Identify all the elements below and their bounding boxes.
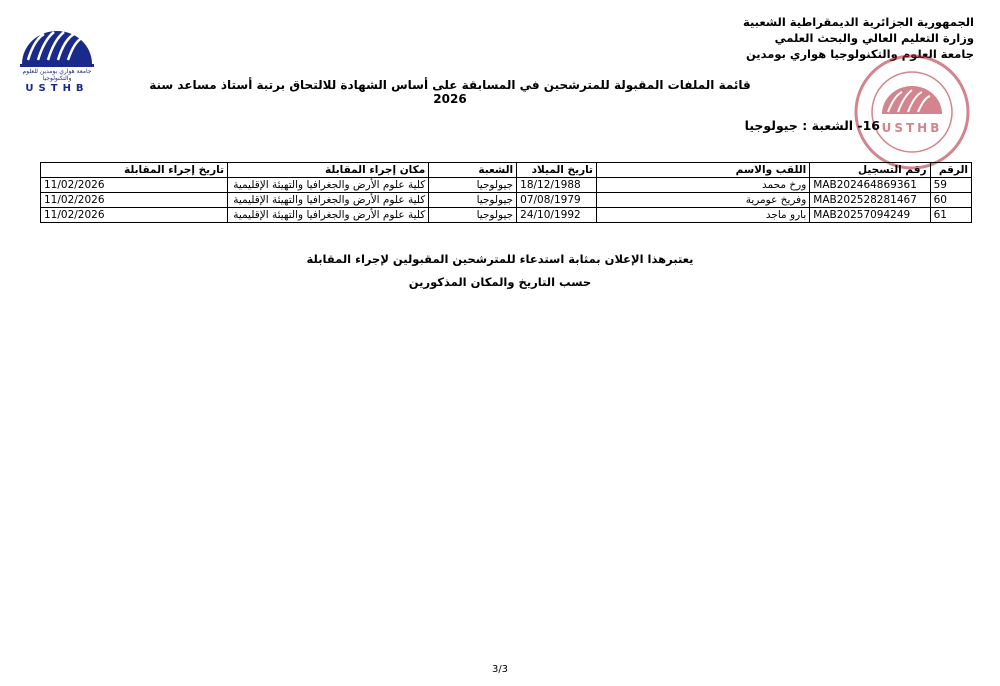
cell-interview-date: 11/02/2026	[41, 208, 228, 223]
university-line: جامعة العلوم والتكنولوجيا هواري بومدين	[745, 47, 974, 61]
cell-number: 60	[930, 193, 971, 208]
cell-name: ورخ محمد	[597, 178, 810, 193]
cell-birthdate: 07/08/1979	[517, 193, 597, 208]
cell-registration: MAB202464869361	[810, 178, 930, 193]
cell-interview-place: كلية علوم الأرض والجغرافيا والتهيئة الإقليمية	[228, 193, 429, 208]
header-interview-place: مكان إجراء المقابلة	[228, 163, 429, 178]
notice-line-1: يعتبرهذا الإعلان بمثابة استدعاء للمترشحين المقبولين لإجراء المقابلة	[306, 252, 694, 266]
cell-specialty: جيولوجيا	[429, 208, 517, 223]
header-specialty: الشعبة	[429, 163, 517, 178]
cell-interview-date: 11/02/2026	[41, 193, 228, 208]
convocation-notice	[200, 248, 800, 294]
cell-number: 59	[930, 178, 971, 193]
cell-birthdate: 24/10/1992	[517, 208, 597, 223]
notice-line-2: حسب التاريخ والمكان المذكورين	[408, 275, 592, 289]
cell-registration: MAB20257094249	[810, 208, 930, 223]
table-row	[41, 193, 972, 208]
ministry-line: وزارة التعليم العالي والبحث العلمي	[774, 31, 974, 45]
table-row	[41, 178, 972, 193]
logo-dome-icon	[18, 24, 96, 68]
cell-registration: MAB202528281467	[810, 193, 930, 208]
cell-birthdate: 18/12/1988	[517, 178, 597, 193]
table-header-row	[41, 163, 972, 178]
header-interview-date: تاريخ إجراء المقابلة	[41, 163, 228, 178]
section-label: 16- الشعبة : جيولوجيا	[744, 118, 880, 133]
cell-specialty: جيولوجيا	[429, 193, 517, 208]
cell-number: 61	[930, 208, 971, 223]
stamp-wordmark: USTHB	[881, 121, 943, 135]
table-row	[41, 208, 972, 223]
header-number: الرقم	[930, 163, 971, 178]
header-registration: رقم التسجيل	[810, 163, 930, 178]
cell-specialty: جيولوجيا	[429, 178, 517, 193]
logo-caption: جامعة هواري بومدين للعلوم والتكنولوجيا	[22, 68, 92, 82]
cell-name: بارو ماجد	[597, 208, 810, 223]
header-birthdate: تاريخ الميلاد	[517, 163, 597, 178]
university-logo	[18, 24, 96, 94]
cell-interview-date: 11/02/2026	[41, 178, 228, 193]
cell-interview-place: كلية علوم الأرض والجغرافيا والتهيئة الإقليمية	[228, 178, 429, 193]
candidates-table	[40, 162, 972, 223]
page-title: قائمة الملفات المقبولة للمترشحين في المسابقة على أساس الشهادة للالتحاق برتبة أستاذ مساعد سنة 2026	[149, 78, 751, 106]
logo-wordmark: USTHB	[25, 83, 89, 94]
cell-interview-place: كلية علوم الأرض والجغرافيا والتهيئة الإقليمية	[228, 208, 429, 223]
header-name: اللقب والاسم	[597, 163, 810, 178]
official-stamp	[852, 52, 972, 172]
republic-line: الجمهورية الجزائرية الديمقراطية الشعبية	[742, 15, 974, 29]
page-number: 3/3	[491, 664, 509, 675]
stamp-seal-icon	[852, 52, 972, 172]
cell-name: وفريخ عومرية	[597, 193, 810, 208]
